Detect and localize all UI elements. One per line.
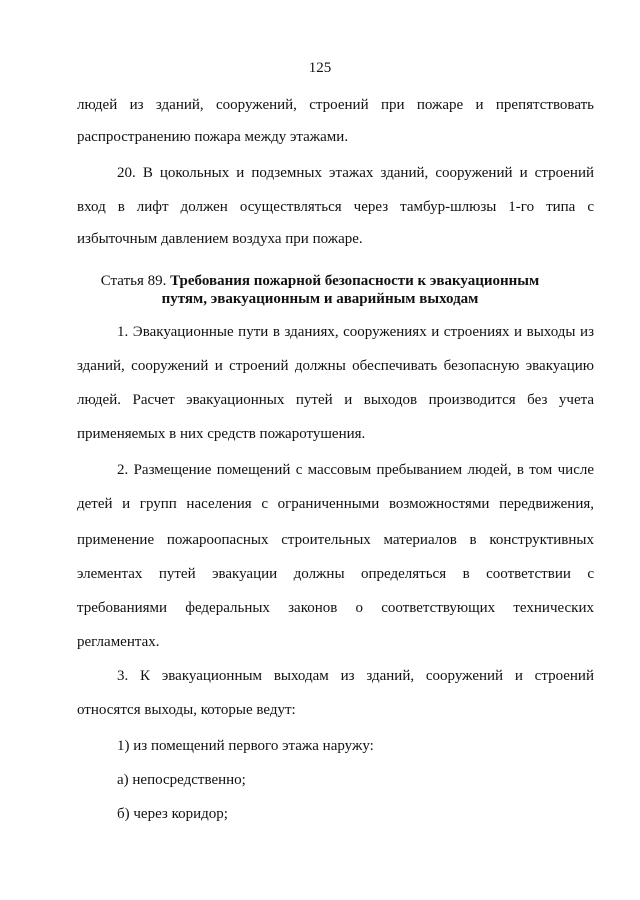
article-heading-line-1 — [0, 271, 640, 291]
article-title-part-2: путям, эвакуационным и аварийным выходам — [161, 291, 479, 307]
page-number: 125 — [308, 60, 332, 76]
text-line: людей из зданий, сооружений, строений при пожаре и препятствовать — [77, 97, 594, 113]
text-line: вход в лифт должен осуществляться через тамбур-шлюзы 1-го типа с — [77, 199, 594, 215]
text-line: детей и групп населения с ограниченными возможностями передвижения, — [77, 496, 594, 512]
text-line: 2. Размещение помещений с массовым пребыванием людей, в том числе — [117, 462, 594, 478]
text-line: б) через коридор; — [117, 806, 228, 822]
text-line: людей. Расчет эвакуационных путей и выходов производится без учета — [77, 392, 594, 408]
text-line: 1) из помещений первого этажа наружу: — [117, 738, 374, 754]
article-title-part-1: Требования пожарной безопасности к эвакуационным — [170, 273, 540, 289]
text-line: избыточным давлением воздуха при пожаре. — [77, 231, 363, 247]
text-line: зданий, сооружений и строений должны обеспечивать безопасную эвакуацию — [77, 358, 594, 374]
text-line: а) непосредственно; — [117, 772, 246, 788]
text-line: элементах путей эвакуации должны определяться в соответствии с — [77, 566, 594, 582]
text-line: распространению пожара между этажами. — [77, 129, 349, 145]
text-line: регламентах. — [77, 634, 160, 650]
text-line: требованиями федеральных законов о соответствующих технических — [77, 600, 594, 616]
text-line: 1. Эвакуационные пути в зданиях, сооружениях и строениях и выходы из — [117, 324, 594, 340]
article-heading-line-2 — [0, 289, 640, 309]
text-line: относятся выходы, которые ведут: — [77, 702, 296, 718]
article-prefix: Статья 89. — [100, 273, 171, 289]
text-line: 20. В цокольных и подземных этажах зданий, сооружений и строений — [117, 165, 594, 181]
text-line: применяемых в них средств пожаротушения. — [77, 426, 366, 442]
text-line: применение пожароопасных строительных материалов в конструктивных — [77, 532, 594, 548]
text-line: 3. К эвакуационным выходам из зданий, сооружений и строений — [117, 668, 594, 684]
